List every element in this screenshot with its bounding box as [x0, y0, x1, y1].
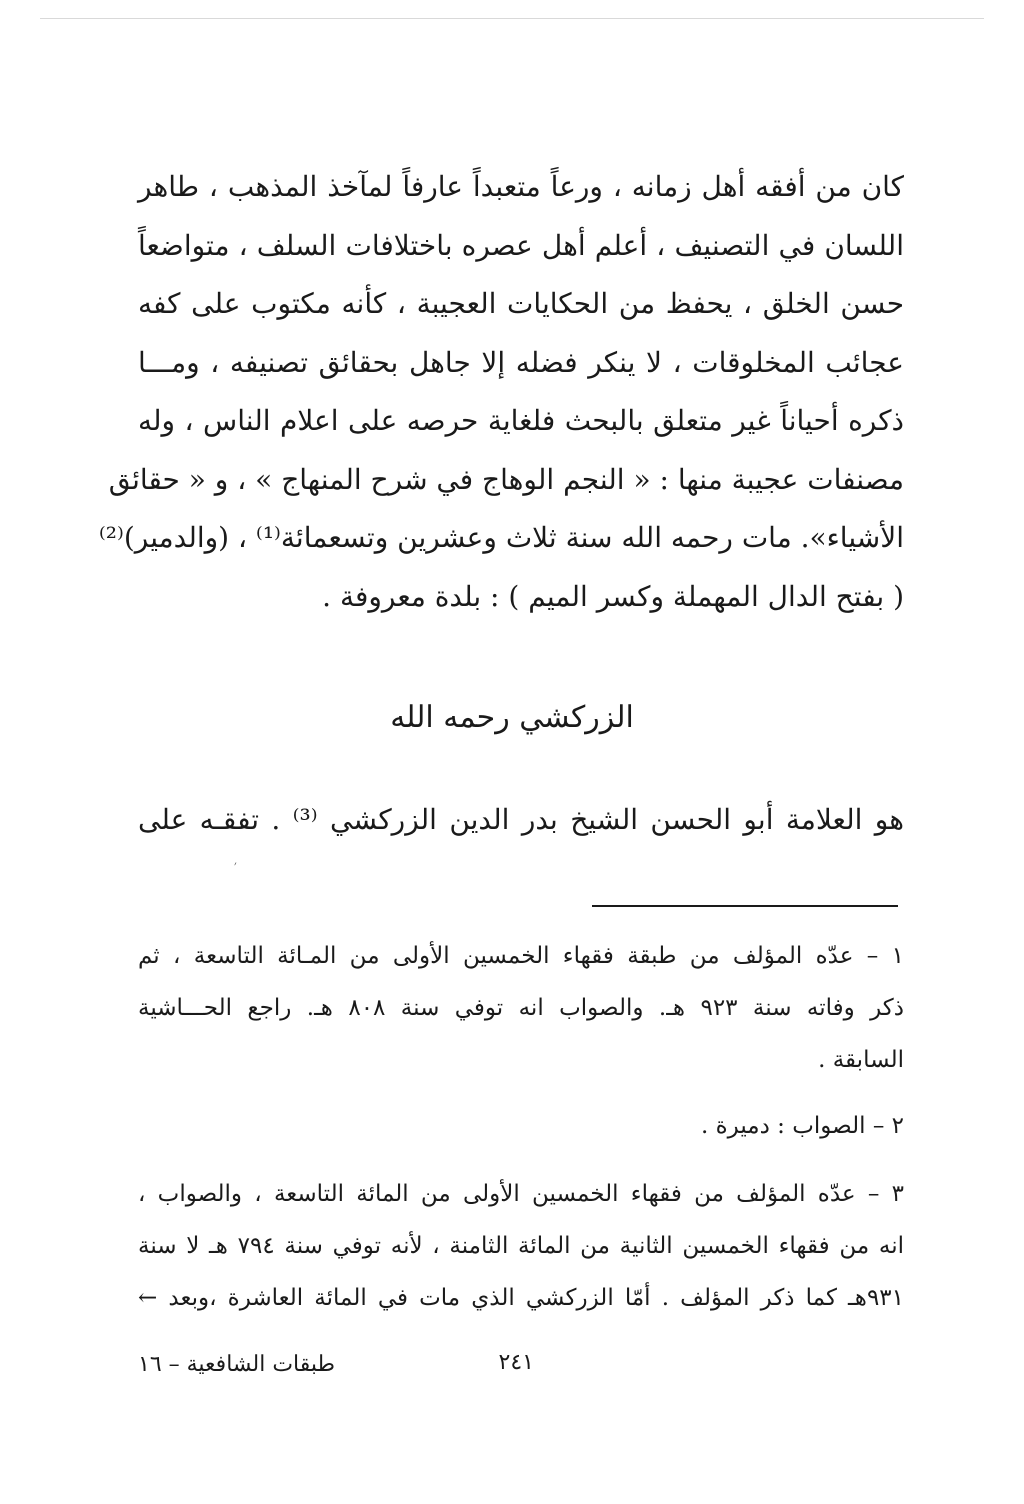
footnote-line: انه من فقهاء الخمسين الثانية من المائة الثامنة ، لأنه توفي سنة ٧٩٤ هـ لا سنة — [138, 1233, 904, 1259]
section-title: الزركشي رحمه الله — [390, 700, 634, 735]
stray-mark: ׳ — [234, 858, 237, 872]
footnote-line: ذكر وفاته سنة ٩٢٣ هـ. والصواب انه توفي سنة ٨٠٨ هـ. راجع الحـــاشية — [138, 995, 904, 1021]
text-line: عجائب المخلوقات ، لا ينكر فضله إلا جاهل بحقائق تصنيفه ، ومـــا — [138, 345, 904, 379]
page-number: ٢٤١ — [498, 1350, 534, 1375]
footnote-line: ٩٣١هـ كما ذكر المؤلف . أمّا الزركشي الذي مات في المائة العاشرة ،وبعد ← — [138, 1285, 904, 1311]
footnote-2 — [138, 1100, 904, 1152]
footnote-line: السابقة . — [818, 1047, 904, 1073]
text-line: اللسان في التصنيف ، أعلم أهل عصره باختلافات السلف ، متواضعاً — [138, 228, 904, 262]
top-rule — [40, 18, 984, 19]
text-line: الأشياء». مات رحمه الله سنة ثلاث وعشرين وتسعمائة⁽¹⁾ ، (والدمير)⁽²⁾ — [98, 521, 904, 554]
text-line: ( بفتح الدال المهملة وكسر الميم ) : بلدة معروفة . — [322, 579, 904, 613]
section-intro: هو العلامة أبو الحسن الشيخ بدر الدين الزركشي ⁽³⁾ . تفقـه على — [138, 803, 904, 836]
text-line: حسن الخلق ، يحفظ من الحكايات العجيبة ، كأنه مكتوب على كفه — [138, 287, 904, 320]
running-title: طبقات الشافعية – ١٦ — [138, 1352, 336, 1377]
footnote-3 — [138, 1168, 904, 1324]
text-line: مصنفات عجيبة منها : « النجم الوهاج في شرح المنهاج » ، و « حقائق — [108, 462, 904, 496]
main-paragraph — [98, 158, 904, 626]
text-line: كان من أفقه أهل زمانه ، ورعاً متعبداً عارفاً لمآخذ المذهب ، طاهر — [138, 170, 904, 203]
footnote-1 — [138, 930, 904, 1086]
text-line: ذكره أحياناً غير متعلق بالبحث فلغاية حرصه على اعلام الناس ، وله — [138, 404, 904, 437]
footnote-line: ٢ – الصواب : دميرة . — [701, 1113, 904, 1139]
footnote-rule — [592, 905, 898, 907]
footnote-line: ٣ – عدّه المؤلف من فقهاء الخمسين الأولى من المائة التاسعة ، والصواب ، — [138, 1181, 904, 1207]
page-footer — [138, 1350, 904, 1390]
footnote-line: ١ – عدّه المؤلف من طبقة فقهاء الخمسين الأولى من المـائة التاسعة ، ثم — [138, 943, 904, 969]
